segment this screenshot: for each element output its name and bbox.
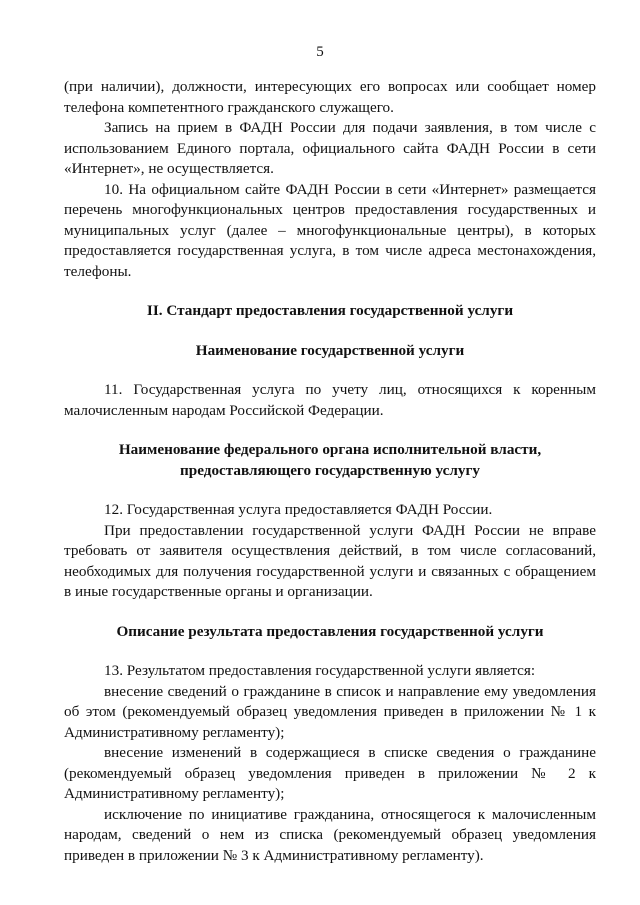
document-body: [64, 77, 596, 866]
paragraph-13-item-2: внесение изменений в содержащиеся в списке сведения о гражданине (рекомендуемый образец уведомления приведен в приложении № 2 к Административному регламенту);: [64, 744, 596, 802]
heading-service-name: Наименование государственной услуги: [195, 341, 465, 359]
paragraph-13: 13. Результатом предоставления государственной услуги является:: [104, 662, 536, 679]
paragraph-13-item-3: исключение по инициативе гражданина, относящегося к малочисленным народам, сведений о нем из списка (рекомендуемый образец уведомления приведен в приложении № 3 к Административному регламенту).: [64, 805, 596, 864]
paragraph-12-prohibition: При предоставлении государственной услуги ФАДН России не вправе требовать от заявителя осуществления действий, в том числе согласований, необходимых для получения государственной услуги и связанных с обращением в иные государственные органы и организации.: [64, 521, 596, 600]
paragraph-12: 12. Государственная услуга предоставляется ФАДН России.: [104, 501, 493, 518]
paragraph-11: 11. Государственная услуга по учету лиц, относящихся к коренным малочисленным народам Российской Федерации.: [64, 381, 596, 419]
section-heading-standard: II. Стандарт предоставления государственной услуги: [146, 302, 514, 319]
paragraph-13-item-1: внесение сведений о гражданине в список и направление ему уведомления об этом (рекомендуемый образец уведомления приведен в приложении № 1 к Административному регламенту);: [64, 682, 596, 741]
heading-authority-line2: предоставляющего государственную услугу: [180, 461, 480, 479]
paragraph-appointment: Запись на прием в ФАДН России для подачи заявления, в том числе с использованием Единого портала, официального сайта ФАДН России в сети «Интернет», не осуществляется.: [64, 119, 596, 177]
heading-result: Описание результата предоставления государственной услуги: [116, 622, 544, 640]
page-number: 5: [316, 44, 324, 60]
paragraph-contact-info: (при наличии), должности, интересующих его вопросах или сообщает номер телефона компетентного гражданского служащего.: [64, 78, 596, 116]
heading-authority-line1: Наименование федерального органа исполнительной власти,: [118, 441, 542, 458]
paragraph-10: 10. На официальном сайте ФАДН России в сети «Интернет» размещается перечень многофункциональных центров предоставления государственных и муниципальных услуг (далее – многофункциональные центры), в которых предоставляется государственная услуга, в том числе адреса местонахождения, телефоны.: [64, 180, 596, 280]
